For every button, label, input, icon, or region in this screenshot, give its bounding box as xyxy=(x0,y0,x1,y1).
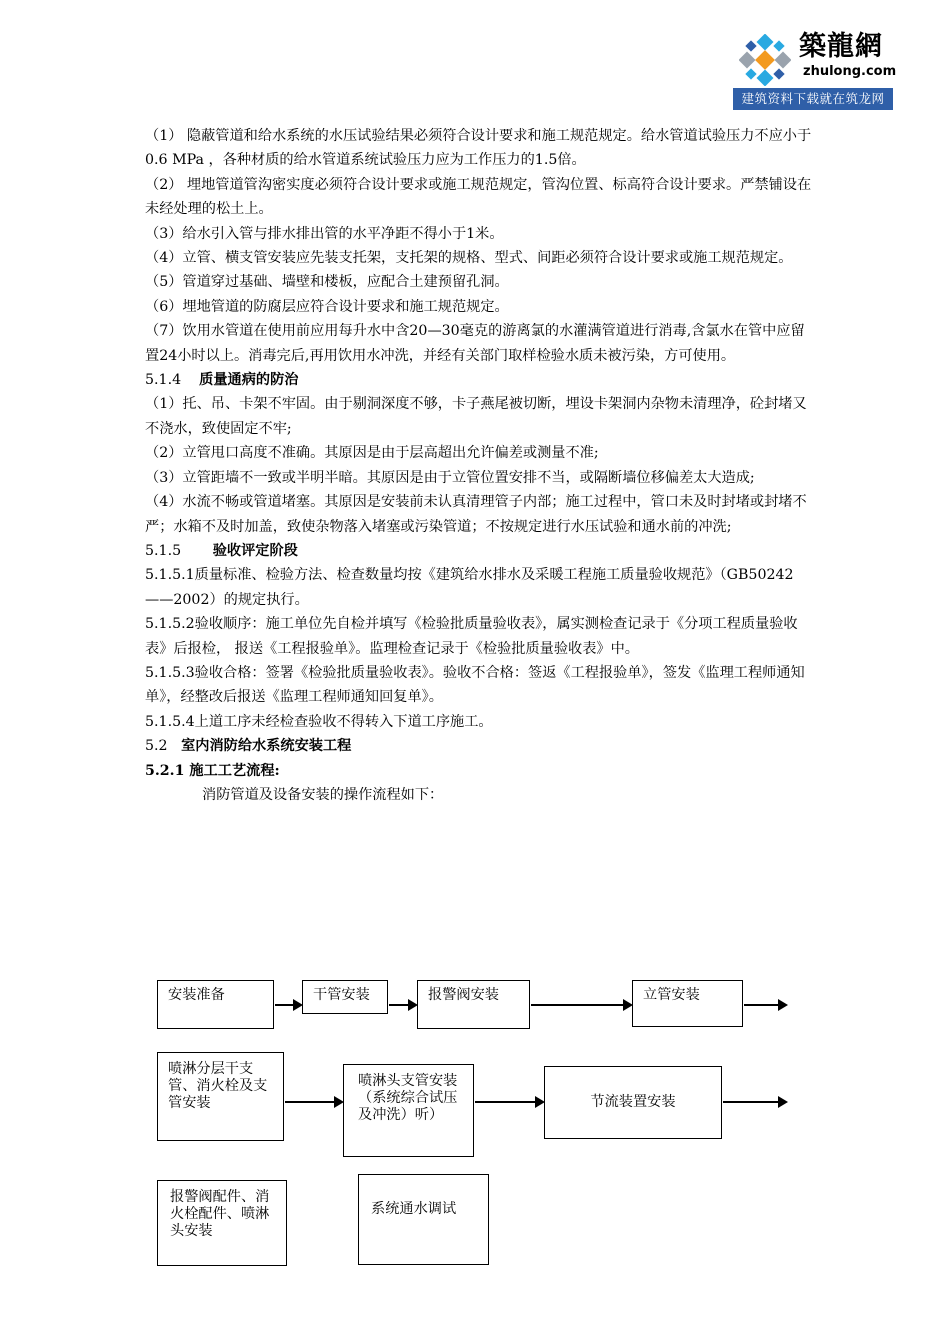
flow-box-alarm-fittings: 报警阀配件、消火栓配件、喷淋头安装 xyxy=(157,1180,287,1266)
flow-box-install-prep: 安装准备 xyxy=(157,980,274,1029)
flow-arrow-4 xyxy=(744,1004,786,1006)
flow-arrow-1 xyxy=(275,1004,301,1006)
section-515-title: 验收评定阶段 xyxy=(212,542,298,559)
logo-snowflake-icon xyxy=(739,34,791,86)
section-514-number: 5.1.4 xyxy=(145,372,182,389)
document-body xyxy=(145,124,815,807)
flow-arrow-3 xyxy=(531,1004,631,1006)
section-521-heading xyxy=(145,759,815,783)
defect-item-2: （2）立管甩口高度不准确。其原因是由于层高超出允许偏差或测量不准; xyxy=(145,445,599,462)
flow-box-sprinkler-head-branch: 喷淋头支管安装（系统综合试压及冲洗）听） xyxy=(343,1064,474,1157)
section-514-title: 质量通病的防治 xyxy=(199,372,299,389)
flow-box-sprinkler-branch: 喷淋分层干支管、消火栓及支管安装 xyxy=(157,1052,284,1141)
logo-header xyxy=(733,26,897,88)
paragraph-2: （2） 埋地管道管沟密实度必须符合设计要求或施工规范规定，管沟位置、标高符合设计要求。严禁铺设在未经处理的松土上。 xyxy=(145,176,812,218)
zhulong-logo xyxy=(733,26,897,110)
flow-box-throttle-device: 节流装置安装 xyxy=(544,1066,722,1139)
logo-site: zhulong.com xyxy=(803,64,897,79)
acceptance-item-4: 5.1.5.4上道工序未经检查验收不得转入下道工序施工。 xyxy=(145,713,493,730)
section-515-heading xyxy=(145,539,815,563)
logo-slogan: 建筑资料下载就在筑龙网 xyxy=(733,88,893,110)
flow-intro: 消防管道及设备安装的操作流程如下： xyxy=(202,786,444,803)
paragraph-1: （1） 隐蔽管道和给水系统的水压试验结果必须符合设计要求和施工规范规定。给水管道试验压力不应小于0.6 MPa ，各种材质的给水管道系统试验压力应为工作压力的1.5倍。 xyxy=(145,128,812,169)
flow-arrow-2 xyxy=(389,1004,416,1006)
paragraph-4: （4）立管、横支管安装应先装支托架，支托架的规格、型式、间距必须符合设计要求或施工规范规定。 xyxy=(145,250,793,267)
section-52-heading xyxy=(145,734,815,758)
section-514-heading xyxy=(145,368,815,392)
flow-arrow-5 xyxy=(285,1101,342,1103)
section-52-number: 5.2 xyxy=(145,738,168,755)
paragraph-5: （5）管道穿过基础、墙壁和楼板，应配合土建预留孔洞。 xyxy=(145,274,509,291)
acceptance-item-1: 5.1.5.1质量标准、检验方法、检查数量均按《建筑给水排水及采暖工程施工质量验收规范》（GB50242——2002）的规定执行。 xyxy=(145,567,794,608)
paragraph-3: （3）给水引入管与排水排出管的水平净距不得小于1米。 xyxy=(145,225,504,242)
defect-item-3: （3）立管距墙不一致或半明半暗。其原因是由于立管位置安排不当，或隔断墙位移偏差太大造成; xyxy=(145,469,755,486)
section-52-title: 室内消防给水系统安装工程 xyxy=(181,738,352,755)
section-515-number: 5.1.5 xyxy=(145,542,182,559)
flow-box-system-water-test: 系统通水调试 xyxy=(358,1174,489,1265)
flow-box-alarm-valve: 报警阀安装 xyxy=(417,980,530,1029)
logo-name: 築龍網 xyxy=(799,31,883,62)
defect-item-1: （1）托、吊、卡架不牢固。由于剔洞深度不够，卡子燕尾被切断，埋设卡架洞内杂物未清理净，砼封堵又不浇水，致使固定不牢; xyxy=(145,396,807,437)
paragraph-6: （6）埋地管道的防腐层应符合设计要求和施工规范规定。 xyxy=(145,298,509,315)
flow-arrow-6 xyxy=(475,1101,543,1103)
acceptance-item-3: 5.1.5.3验收合格：签署《检验批质量验收表》。验收不合格：签返《工程报验单》，签发《监理工程师通知单》，经整改后报送《监理工程师通知回复单》。 xyxy=(145,664,805,706)
acceptance-item-2: 5.1.5.2验收顺序：施工单位先自检并填写《检验批质量验收表》，属实测检查记录于《分项工程质量验收表》后报检， 报送《工程报验单》。监理检查记录于《检验批质量验收表》中。 xyxy=(145,616,798,657)
flow-box-riser-pipe: 立管安装 xyxy=(632,980,743,1027)
paragraph-7: （7）饮用水管道在使用前应用每升水中含20—30毫克的游离氯的水灌满管道进行消毒,含氯水在管中应留置24小时以上。消毒完后,再用饮用水冲洗，并经有关部门取样检验水质未被污染，方可使用。 xyxy=(145,323,805,364)
flow-arrow-7 xyxy=(723,1101,786,1103)
section-521-title: 5.2.1 施工工艺流程: xyxy=(145,762,280,779)
flow-box-main-pipe: 干管安装 xyxy=(302,980,388,1014)
defect-item-4: （4）水流不畅或管道堵塞。其原因是安装前未认真清理管子内部；施工过程中，管口未及时封堵或封堵不严；水箱不及时加盖，致使杂物落入堵塞或污染管道；不按规定进行水压试验和通水前的冲洗; xyxy=(145,494,807,535)
